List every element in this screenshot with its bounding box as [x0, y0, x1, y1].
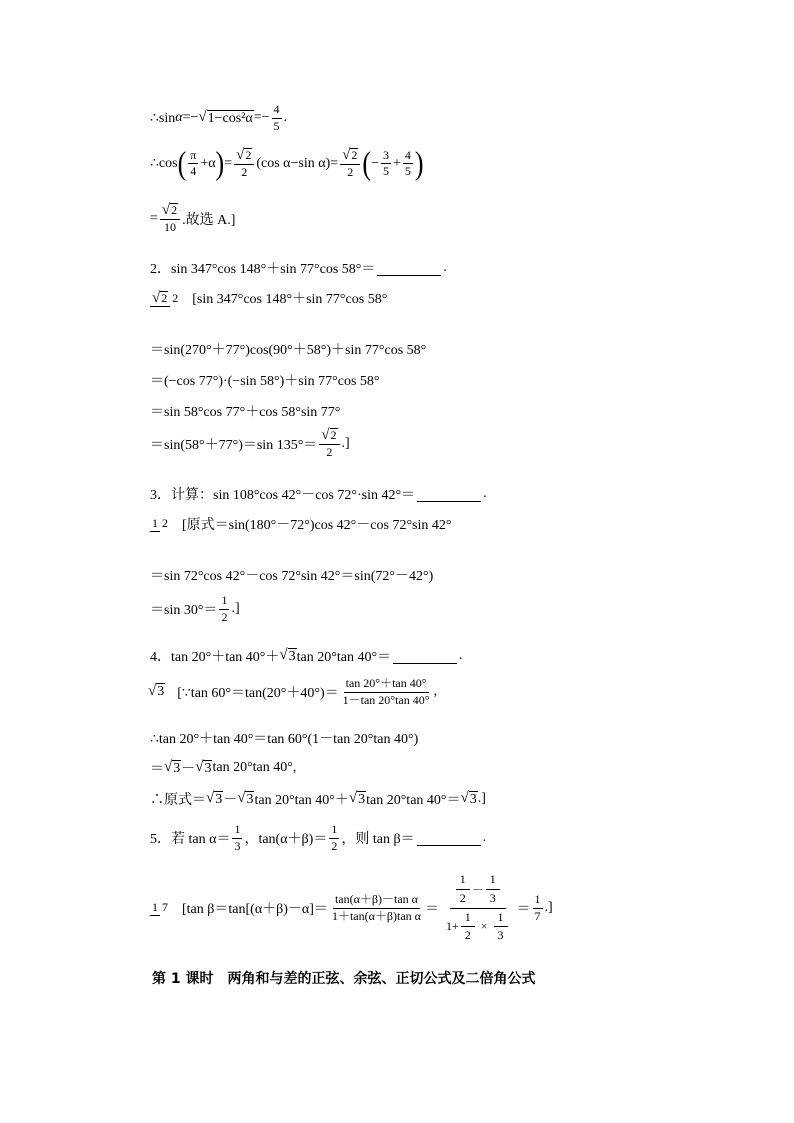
answer-4-line-1: √3 [∵tan 60°＝tan(20°＋40°)＝ $\frac{\tan 20^\circ+\tan 40^\circ}{1-\tan 20^\circ\tan 40^\circ}$ , [148, 676, 438, 707]
answer-2-line-3: ＝(−cos 77°)·(−sin 58°)＋sin 77°cos 58° [150, 374, 380, 389]
answer-4-line-3: ＝ √ 3 － √ 3 tan 20°tan 40°, [150, 758, 297, 777]
answer-5: 1 7 [tan β＝tan[(α＋β)－α]＝ $\frac{\text{tan(α＋β)－tan α}}{\text{1＋tan(α＋β)tan α}}$ ＝ $\frac{1}{2}$ － $\frac{1}{3}$ 1+ $\frac{1}{2}$ × $\frac{1}{3}$ ＝ $\frac{1}{7}$ .] [152, 872, 553, 943]
answer-blank [393, 649, 457, 664]
compound-fraction: $\frac{1}{2}$ － $\frac{1}{3}$ 1+ $\frac{1}{2}$ × $\frac{1}{3}$ [442, 873, 514, 943]
line-answer-a: = √ 2 10 .故选 A.] [150, 202, 236, 234]
answer-4-line-2: ∴tan 20°＋tan 40°＝tan 60°(1－tan 20°tan 40°) [150, 732, 419, 747]
answer-3-line-3: ＝sin 30°＝ $\frac{1}{2}$ .] [150, 593, 240, 624]
answer-4-line-4: ∴原式＝ √ 3 － √ 3 tan 20°tan 40°＋ √ 3 tan 20°tan 40°＝ √ 3 .] [150, 789, 486, 808]
answer-blank [377, 261, 441, 276]
line-sin-alpha: ∴sin α =− √ 1−cos²α =− $\frac{4}{5}$ . [150, 102, 288, 133]
answer-blank [417, 831, 481, 846]
question-5: 5．若 tan α＝ $\frac{1}{3}$ ，tan(α＋β)＝ $\frac{1}{2}$ ，则 tan β＝ . [150, 822, 487, 853]
answer-3-line-1: 1 2 [原式＝sin(180°－72°)cos 42°－cos 72°sin 42° [152, 516, 452, 533]
question-3: 3．计算：sin 108°cos 42°－cos 72°·sin 42°＝ . [150, 486, 487, 503]
question-4: 4．tan 20°＋tan 40°＋ √ 3 tan 20°tan 40°＝ . [150, 646, 463, 665]
answer-2-line-1: √ 2 2 [sin 347°cos 148°＋sin 77°cos 58° [152, 289, 388, 307]
answer-3-line-2: ＝sin 72°cos 42°－cos 72°sin 42°＝sin(72°－42°) [150, 569, 434, 584]
answer-2-line-4: ＝sin 58°cos 77°＋cos 58°sin 77° [150, 405, 341, 420]
section-heading: 第 1 课时 两角和与差的正弦、余弦、正切公式及二倍角公式 [152, 971, 536, 987]
line-cos-expansion: ∴cos ( $\frac{\pi}{4}$ +α ) = √ 2 2 (cos α−sin α)= √ 2 2 ( − $\frac{3}{5}$ + $\frac{4}{5}$ ) [150, 145, 424, 182]
answer-2-line-5: ＝sin(58°＋77°)＝sin 135°＝ √ 2 2 .] [150, 427, 350, 459]
question-2: 2．sin 347°cos 148°＋sin 77°cos 58°＝ . [150, 260, 447, 277]
answer-blank [417, 487, 481, 502]
answer-2-line-2: ＝sin(270°＋77°)cos(90°＋58°)＋sin 77°cos 58° [150, 343, 427, 358]
sqrt-1: √ 1−cos²α [198, 109, 253, 127]
